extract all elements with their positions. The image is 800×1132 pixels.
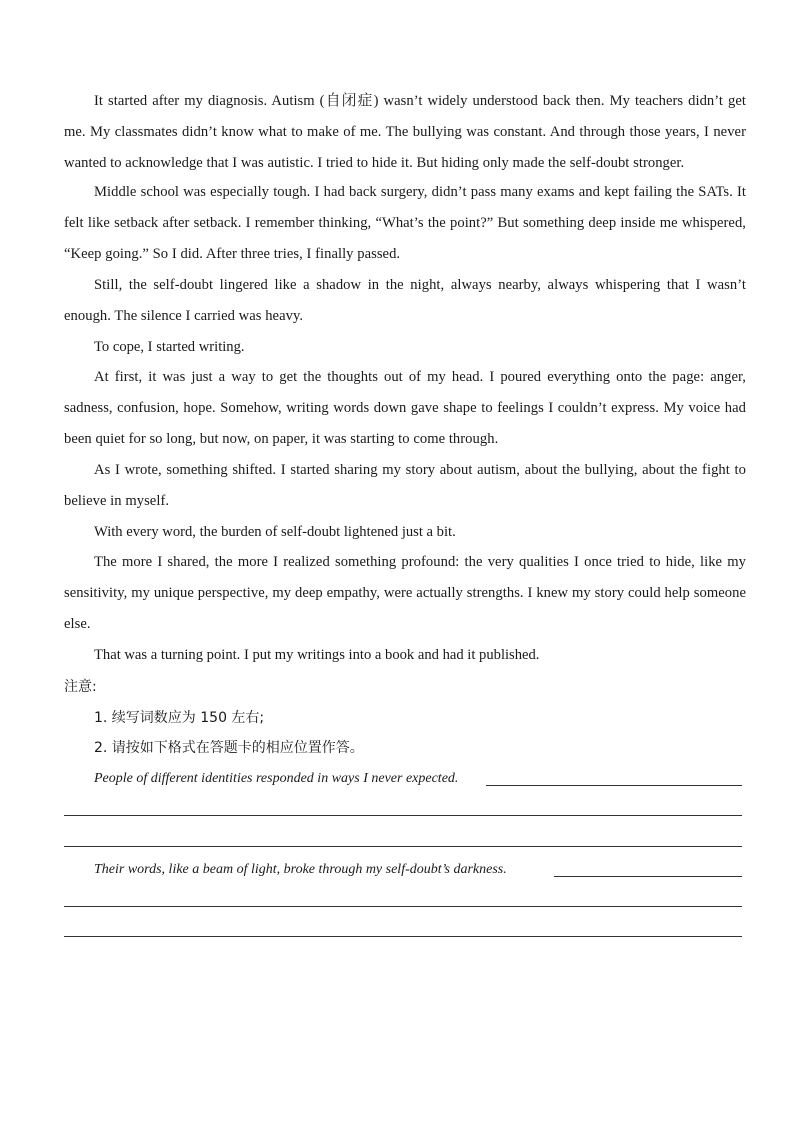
story-paragraph-4: To cope, I started writing. <box>94 339 245 355</box>
answer-blank-2[interactable] <box>554 876 742 877</box>
story-paragraph-3: Still, the self-doubt lingered like a shadow in the night, always nearby, always whispering that I wasn’t enough. The silence I carried was heavy. <box>64 277 746 324</box>
story-paragraph-5: At first, it was just a way to get the thoughts out of my head. I poured everything onto the page: anger, sadness, confusion, hope. Somehow, writing words down gave shape to feelings I couldn’t express. My voice had been quiet for so long, but now, on paper, it was starting to come through. <box>64 369 746 447</box>
story-paragraph-2: Middle school was especially tough. I had back surgery, didn’t pass many exams and kept failing the SATs. It felt like setback after setback. I remember thinking, “What’s the point?” But something deep inside me whispered, “Keep going.” So I did. After three tries, I finally passed. <box>64 184 746 262</box>
answer-line[interactable] <box>64 815 742 816</box>
story-paragraph-1: It started after my diagnosis. Autism (自闭症) wasn’t widely understood back then. My teachers didn’t get me. My classmates didn’t know what to make of me. The bullying was constant. And through those years, I never wanted to acknowledge that I was autistic. I tried to hide it. But hiding only made the self-doubt stronger. <box>64 93 746 171</box>
story-paragraph-6: As I wrote, something shifted. I started sharing my story about autism, about the bullying, about the fight to believe in myself. <box>64 462 746 509</box>
notes-heading: 注意: <box>64 679 97 695</box>
story-paragraph-7: With every word, the burden of self-doubt lightened just a bit. <box>94 524 456 540</box>
answer-line[interactable] <box>64 906 742 907</box>
story-paragraph-9: That was a turning point. I put my writings into a book and had it published. <box>94 647 540 663</box>
continuation-prompt-1: People of different identities responded in ways I never expected. <box>94 771 459 786</box>
continuation-prompt-2: Their words, like a beam of light, broke through my self-doubt’s darkness. <box>94 862 507 877</box>
answer-line[interactable] <box>64 846 742 847</box>
answer-line[interactable] <box>64 936 742 937</box>
note-item-1: 1. 续写词数应为 150 左右; <box>94 710 265 726</box>
story-paragraph-8: The more I shared, the more I realized something profound: the very qualities I once tried to hide, like my sensitivity, my unique perspective, my deep empathy, were actually strengths. I knew my story could help someone else. <box>64 554 746 632</box>
answer-blank-1[interactable] <box>486 785 742 786</box>
note-item-2: 2. 请按如下格式在答题卡的相应位置作答。 <box>94 740 364 756</box>
